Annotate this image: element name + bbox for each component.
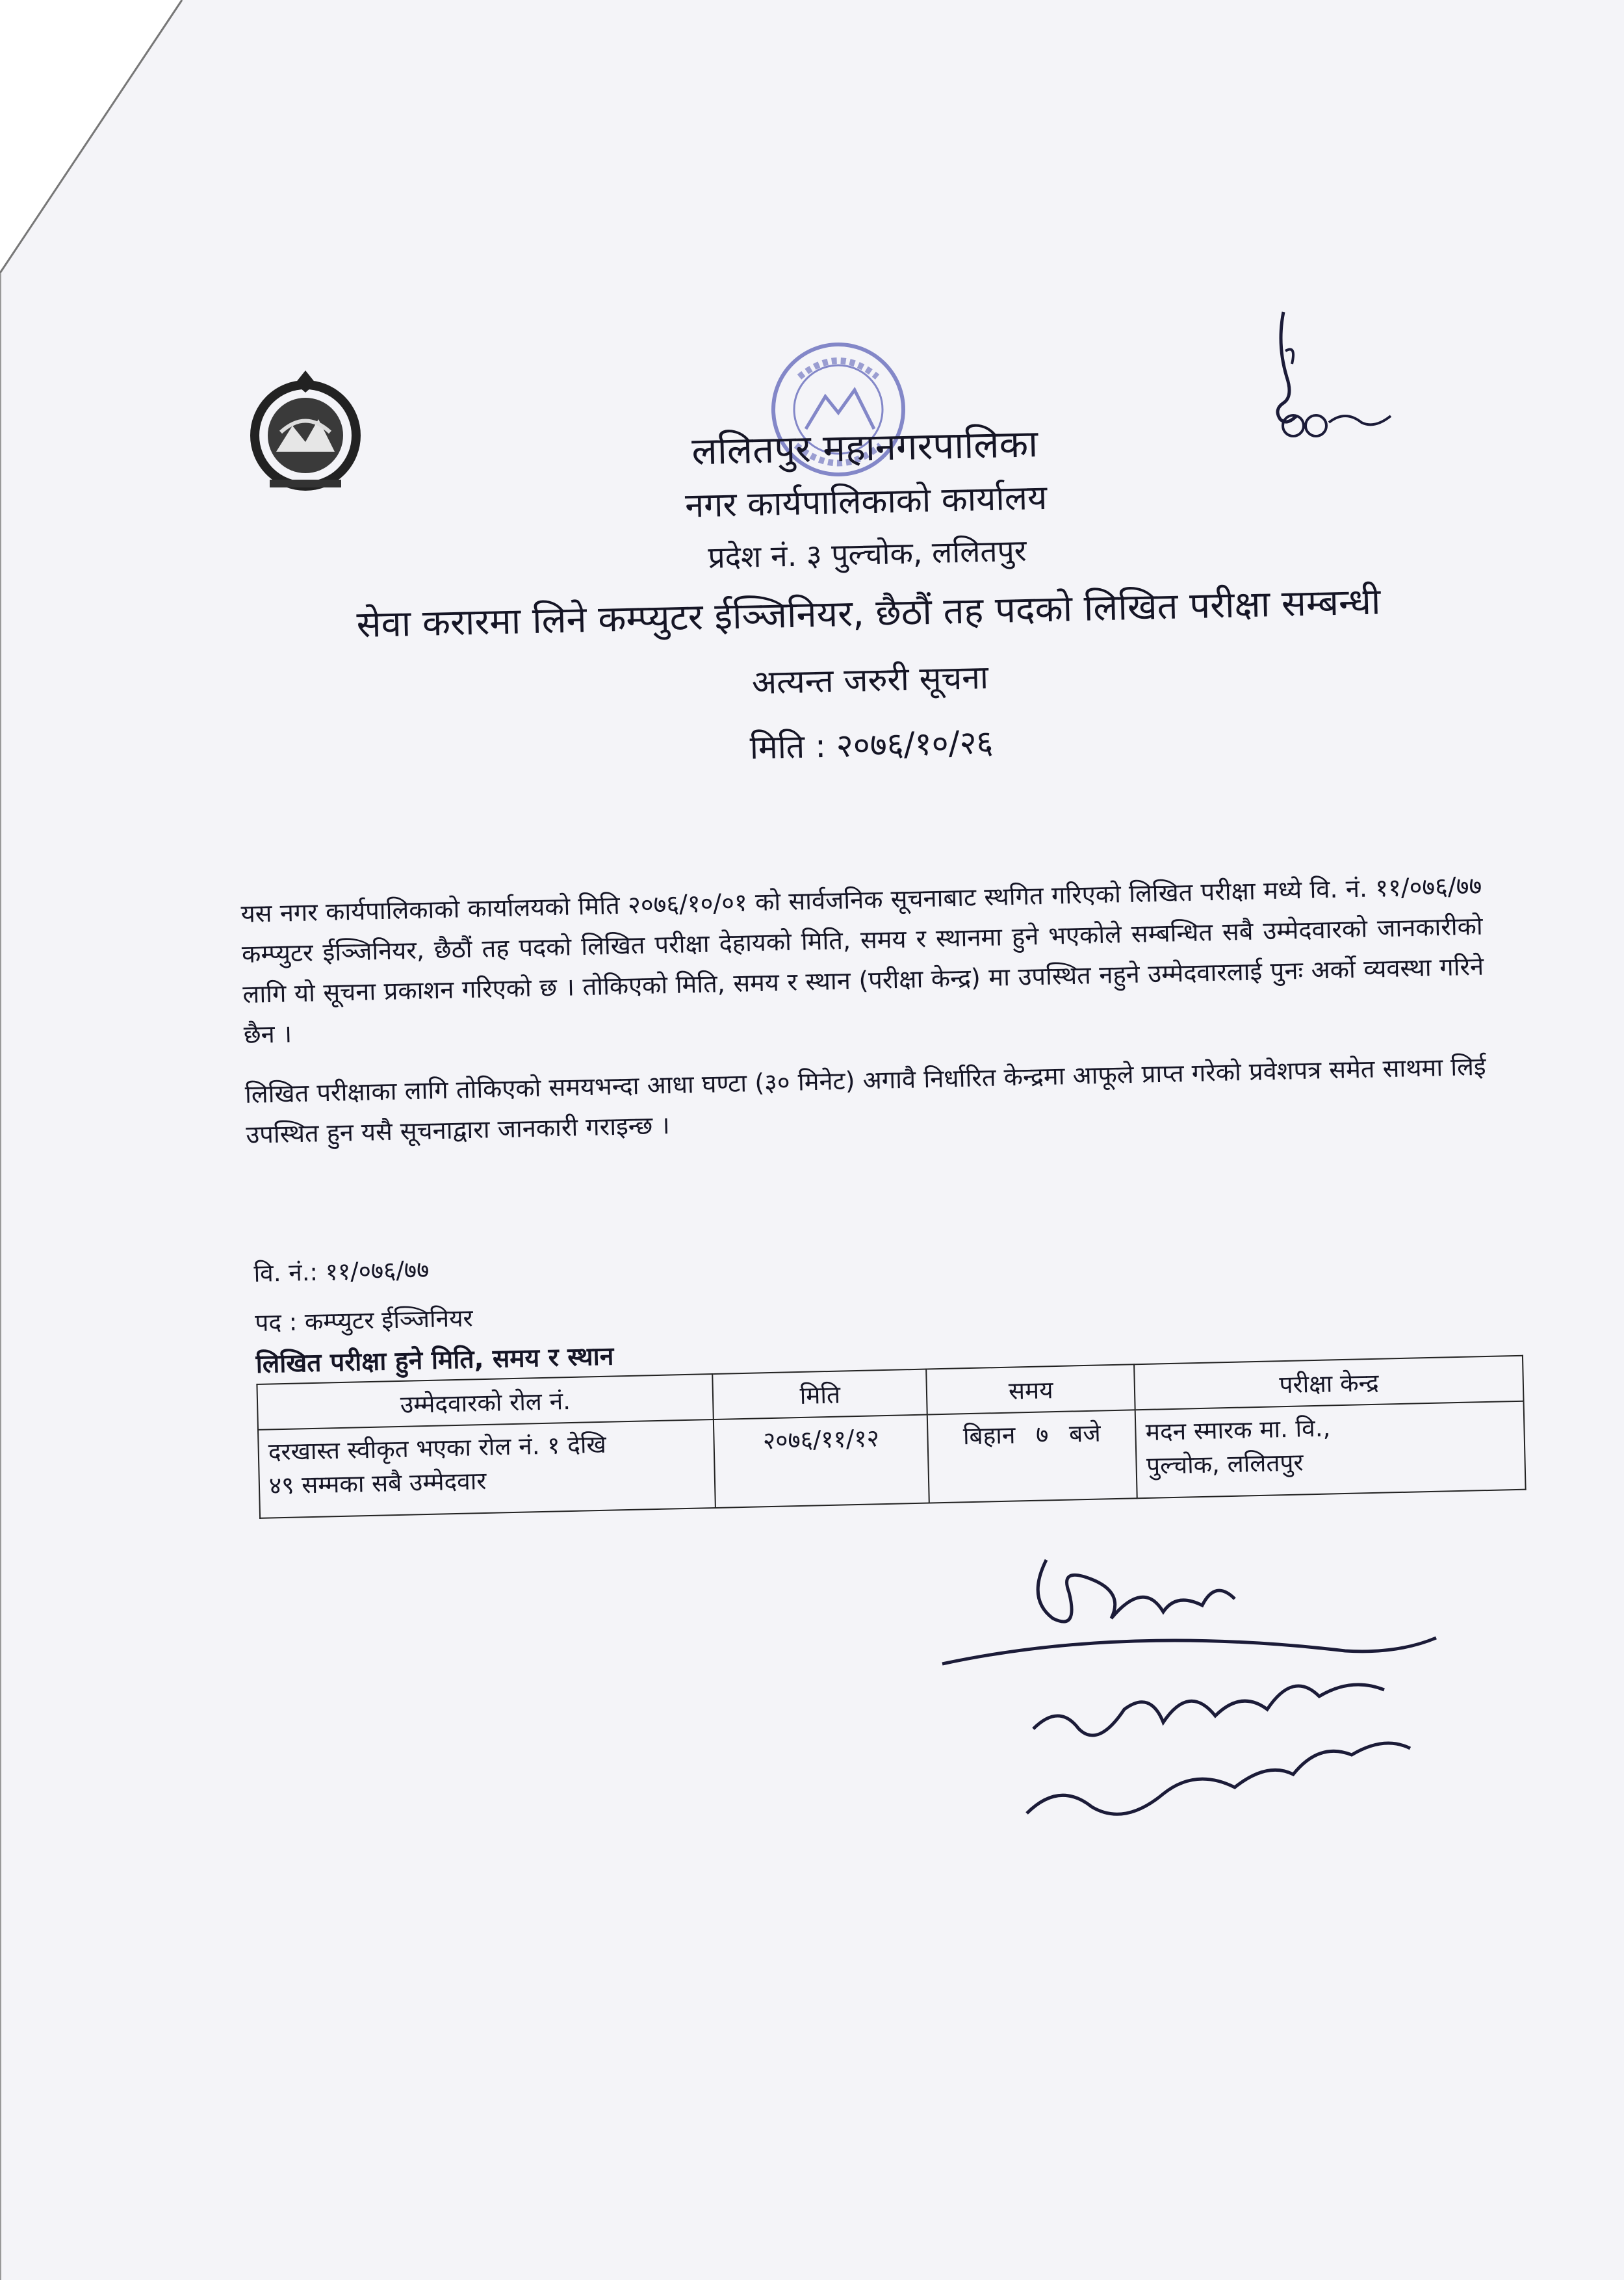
cell-roll-range bbox=[258, 1419, 715, 1518]
notice-date: मिति : २०७६/१०/२६ bbox=[749, 723, 994, 767]
cell-exam-center bbox=[1135, 1401, 1526, 1499]
exam-details bbox=[253, 1230, 1494, 1519]
advertisement-number: वि. नं.: ११/०७६/७७ bbox=[253, 1255, 430, 1288]
post-name: पद : कम्प्युटर ईञ्जिनियर bbox=[254, 1304, 474, 1337]
table-caption: लिखित परीक्षा हुने मिति, समय र स्थान bbox=[255, 1341, 614, 1379]
roll-range-line-2: ४९ सम्मका सबै उम्मेदवार bbox=[268, 1466, 487, 1500]
notice-header bbox=[273, 406, 1463, 791]
exam-center-line-2: पुल्चोक, ललितपुर bbox=[1146, 1448, 1304, 1480]
office-address: प्रदेश नं. ३ पुल्चोक, ललितपुर bbox=[707, 532, 1027, 575]
notice-body bbox=[240, 866, 1488, 1174]
header-roll-number: उम्मेदवारको रोल नं. bbox=[257, 1374, 714, 1430]
exam-schedule-table bbox=[256, 1355, 1526, 1519]
cell-exam-time: बिहान ७ बजे bbox=[927, 1410, 1137, 1503]
body-paragraph-2: लिखित परीक्षाका लागि तोकिएको समयभन्दा आधा घण्टा (३० मिनेट) अगावै निर्धारित केन्द्रमा आफूले प्राप्त गरेको प्रवेशपत्र समेत साथमा लिई उपस्थित हुन यसै सूचनाद्वारा जानकारी गराइन्छ । bbox=[244, 1052, 1487, 1149]
header-time: समय bbox=[926, 1364, 1135, 1414]
roll-range-line-1: दरखास्त स्वीकृत भएका रोल नं. १ देखि bbox=[268, 1430, 607, 1466]
body-paragraph-1: यस नगर कार्यपालिकाको कार्यालयको मिति २०७६/१०/०१ को सार्वजनिक सूचनाबाट स्थगित गरिएको लिखित परीक्षा मध्ये वि. नं. ११/०७६/७७ कम्प्युटर ईञ्जिनियर, छैठौं तह पदको लिखित परीक्षा देहायको मिति, समय र स्थानमा हुने भएकोले सम्बन्धित सबै उम्मेदवारको जानकारीको लागि यो सूचना प्रकाशन गरिएको छ । तोकिएको मिति, समय र स्थान (परीक्षा केन्द्र) मा उपस्थित नहुने उम्मेदवारलाई पुनः अर्को व्यवस्था गरिने छैन । bbox=[240, 871, 1484, 1049]
municipality-name: ललितपुर महानगरपालिका bbox=[691, 421, 1038, 474]
header-exam-center: परीक्षा केन्द्र bbox=[1134, 1356, 1523, 1410]
handwritten-signature-with-date bbox=[929, 1540, 1488, 1852]
header-date: मिति bbox=[713, 1369, 927, 1419]
exam-center-line-1: मदन स्मारक मा. वि., bbox=[1145, 1414, 1331, 1446]
cell-exam-date: २०७६/११/१२ bbox=[714, 1415, 929, 1508]
office-name: नगर कार्यपालिकाको कार्यालय bbox=[684, 478, 1048, 526]
notice-title: अत्यन्त जरुरी सूचना bbox=[751, 658, 989, 702]
notice-subject: सेवा करारमा लिने कम्प्युटर ईञ्जिनियर, छैठौं तह पदको लिखित परीक्षा सम्बन्धी bbox=[355, 580, 1382, 647]
